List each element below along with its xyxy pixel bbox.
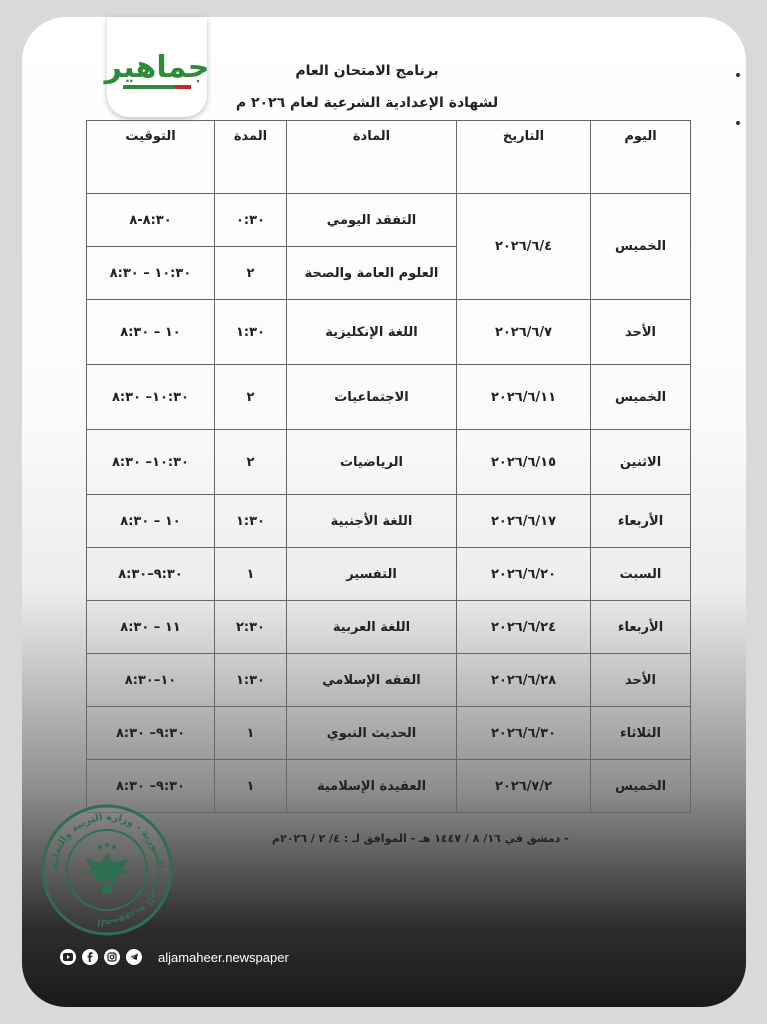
- cell-duration: [215, 300, 287, 365]
- cell-subject: الفقه الإسلامي: [287, 654, 457, 707]
- table-row: [87, 365, 691, 430]
- telegram-icon[interactable]: [126, 949, 142, 965]
- cell-date: [457, 194, 591, 300]
- table-row: [87, 707, 691, 760]
- date-value: ٢٠٢٦/٦/٢٨: [490, 672, 557, 688]
- duration-value: ١: [246, 566, 255, 582]
- cell-duration: [215, 601, 287, 654]
- cell-subject: العقيدة الإسلامية: [287, 760, 457, 813]
- table-row: [87, 601, 691, 654]
- duration-value: ١:٣٠: [235, 672, 265, 688]
- cell-day: السبت: [591, 548, 691, 601]
- header-timing: التوقيت: [87, 121, 215, 194]
- cell-duration: [215, 365, 287, 430]
- cell-timing: [87, 495, 215, 548]
- duration-value: ٠:٣٠: [235, 212, 265, 228]
- cell-timing: [87, 194, 215, 247]
- cell-duration: [215, 430, 287, 495]
- date-value: ٢٠٢٦/٧/٢: [494, 778, 553, 794]
- duration-value: ٢: [246, 389, 255, 405]
- social-bar: [60, 949, 289, 965]
- cell-day: الخميس: [591, 760, 691, 813]
- cell-day: الخميس: [591, 194, 691, 300]
- cell-timing: [87, 707, 215, 760]
- timing-value: ١٠ – ٨:٣٠: [120, 324, 181, 340]
- cell-timing: [87, 430, 215, 495]
- cell-date: [457, 430, 591, 495]
- cell-date: [457, 300, 591, 365]
- duration-value: ١:٣٠: [235, 324, 265, 340]
- margin-mark: [736, 73, 740, 77]
- header-subject: المادة: [287, 121, 457, 194]
- duration-value: ١: [246, 778, 255, 794]
- cell-subject: التفقد اليومي: [287, 194, 457, 247]
- document-title: برنامج الامتحان العام: [295, 63, 439, 79]
- cell-subject: الرياضيات: [287, 430, 457, 495]
- cell-subject: الحديث النبوي: [287, 707, 457, 760]
- instagram-icon[interactable]: [104, 949, 120, 965]
- date-value: ٢٠٢٦/٦/٢٤: [490, 619, 557, 635]
- cell-timing: [87, 601, 215, 654]
- cell-date: [457, 654, 591, 707]
- header-day: اليوم: [591, 121, 691, 194]
- timing-value: ٩:٣٠– ٨:٣٠: [115, 725, 186, 741]
- cell-timing: [87, 365, 215, 430]
- duration-value: ٢:٣٠: [235, 619, 265, 635]
- timing-value: ١٠:٣٠ – ٨:٣٠: [109, 265, 192, 281]
- duration-value: ٢: [246, 454, 255, 470]
- cell-subject: العلوم العامة والصحة: [287, 247, 457, 300]
- cell-date: [457, 495, 591, 548]
- cell-subject: التفسير: [287, 548, 457, 601]
- cell-day: الخميس: [591, 365, 691, 430]
- timing-value: ٩:٣٠– ٨:٣٠: [115, 778, 186, 794]
- header-date: التاريخ: [457, 121, 591, 194]
- date-value: ٢٠٢٦/٦/١٧: [490, 513, 557, 529]
- table-row: [87, 654, 691, 707]
- cell-duration: [215, 760, 287, 813]
- duration-value: ١: [246, 725, 255, 741]
- cell-date: [457, 760, 591, 813]
- date-value: ٢٠٢٦/٦/٤: [494, 239, 553, 254]
- cell-duration: [215, 548, 287, 601]
- cell-duration: [215, 194, 287, 247]
- cell-day: الأحد: [591, 300, 691, 365]
- cell-subject: اللغة الإنكليزية: [287, 300, 457, 365]
- cell-date: [457, 601, 591, 654]
- logo-text: جماهير: [104, 50, 210, 85]
- exam-schedule-table: [86, 120, 691, 813]
- table-row: [87, 430, 691, 495]
- margin-mark: [736, 121, 740, 125]
- timing-value: ١٠:٣٠– ٨:٣٠: [112, 389, 189, 405]
- seal-text: الجمهورية العربية السورية - وزارة التربية والتعليم: [48, 811, 166, 929]
- timing-value: ١٠:٣٠– ٨:٣٠: [112, 454, 189, 470]
- table-row: [87, 760, 691, 813]
- cell-date: [457, 548, 591, 601]
- cell-timing: [87, 300, 215, 365]
- timing-value: ٩:٣٠–٨:٣٠: [118, 566, 183, 582]
- table-row: [87, 548, 691, 601]
- timing-value: ٨:٣٠-٨: [129, 212, 172, 228]
- cell-day: الأربعاء: [591, 495, 691, 548]
- date-note: - دمشق في ١٦/ ٨ / ١٤٤٧ هـ - الموافق لـ : ٤/ ٢ / ٢٠٢٦م: [272, 832, 569, 845]
- ministry-seal: [40, 803, 174, 937]
- newspaper-logo: [104, 17, 210, 117]
- duration-value: ٢: [246, 265, 255, 281]
- date-value: ٢٠٢٦/٦/٢٠: [490, 566, 557, 582]
- header-row: [87, 121, 691, 194]
- timing-value: ١٠–٨:٣٠: [124, 672, 177, 688]
- post-card: [22, 17, 746, 1007]
- cell-date: [457, 707, 591, 760]
- cell-day: الاثنين: [591, 430, 691, 495]
- cell-timing: [87, 654, 215, 707]
- date-value: ٢٠٢٦/٦/٧: [494, 324, 553, 340]
- duration-value: ١:٣٠: [235, 513, 265, 529]
- cell-subject: اللغة الأجنبية: [287, 495, 457, 548]
- date-value: ٢٠٢٦/٦/١١: [490, 389, 557, 405]
- cell-timing: [87, 548, 215, 601]
- table-row: [87, 300, 691, 365]
- cell-duration: [215, 654, 287, 707]
- date-value: ٢٠٢٦/٦/١٥: [490, 454, 557, 470]
- facebook-icon[interactable]: [82, 949, 98, 965]
- logo-mark: [104, 37, 210, 97]
- timing-value: ١١ – ٨:٣٠: [120, 619, 181, 635]
- cell-duration: [215, 247, 287, 300]
- cell-timing: [87, 247, 215, 300]
- cell-date: [457, 365, 591, 430]
- cell-duration: [215, 495, 287, 548]
- timing-value: ١٠ – ٨:٣٠: [120, 513, 181, 529]
- account-handle[interactable]: aljamaheer.newspaper: [158, 949, 289, 965]
- cell-subject: اللغة العربية: [287, 601, 457, 654]
- date-value: ٢٠٢٦/٦/٣٠: [490, 725, 557, 741]
- header-duration: المدة: [215, 121, 287, 194]
- table-row: [87, 495, 691, 548]
- table-row: [87, 194, 691, 247]
- document-subtitle: لشهادة الإعدادية الشرعية لعام ٢٠٢٦ م: [235, 95, 499, 111]
- cell-day: الأربعاء: [591, 601, 691, 654]
- youtube-icon[interactable]: [60, 949, 76, 965]
- cell-day: الأحد: [591, 654, 691, 707]
- cell-duration: [215, 707, 287, 760]
- cell-day: الثلاثاء: [591, 707, 691, 760]
- cell-subject: الاجتماعيات: [287, 365, 457, 430]
